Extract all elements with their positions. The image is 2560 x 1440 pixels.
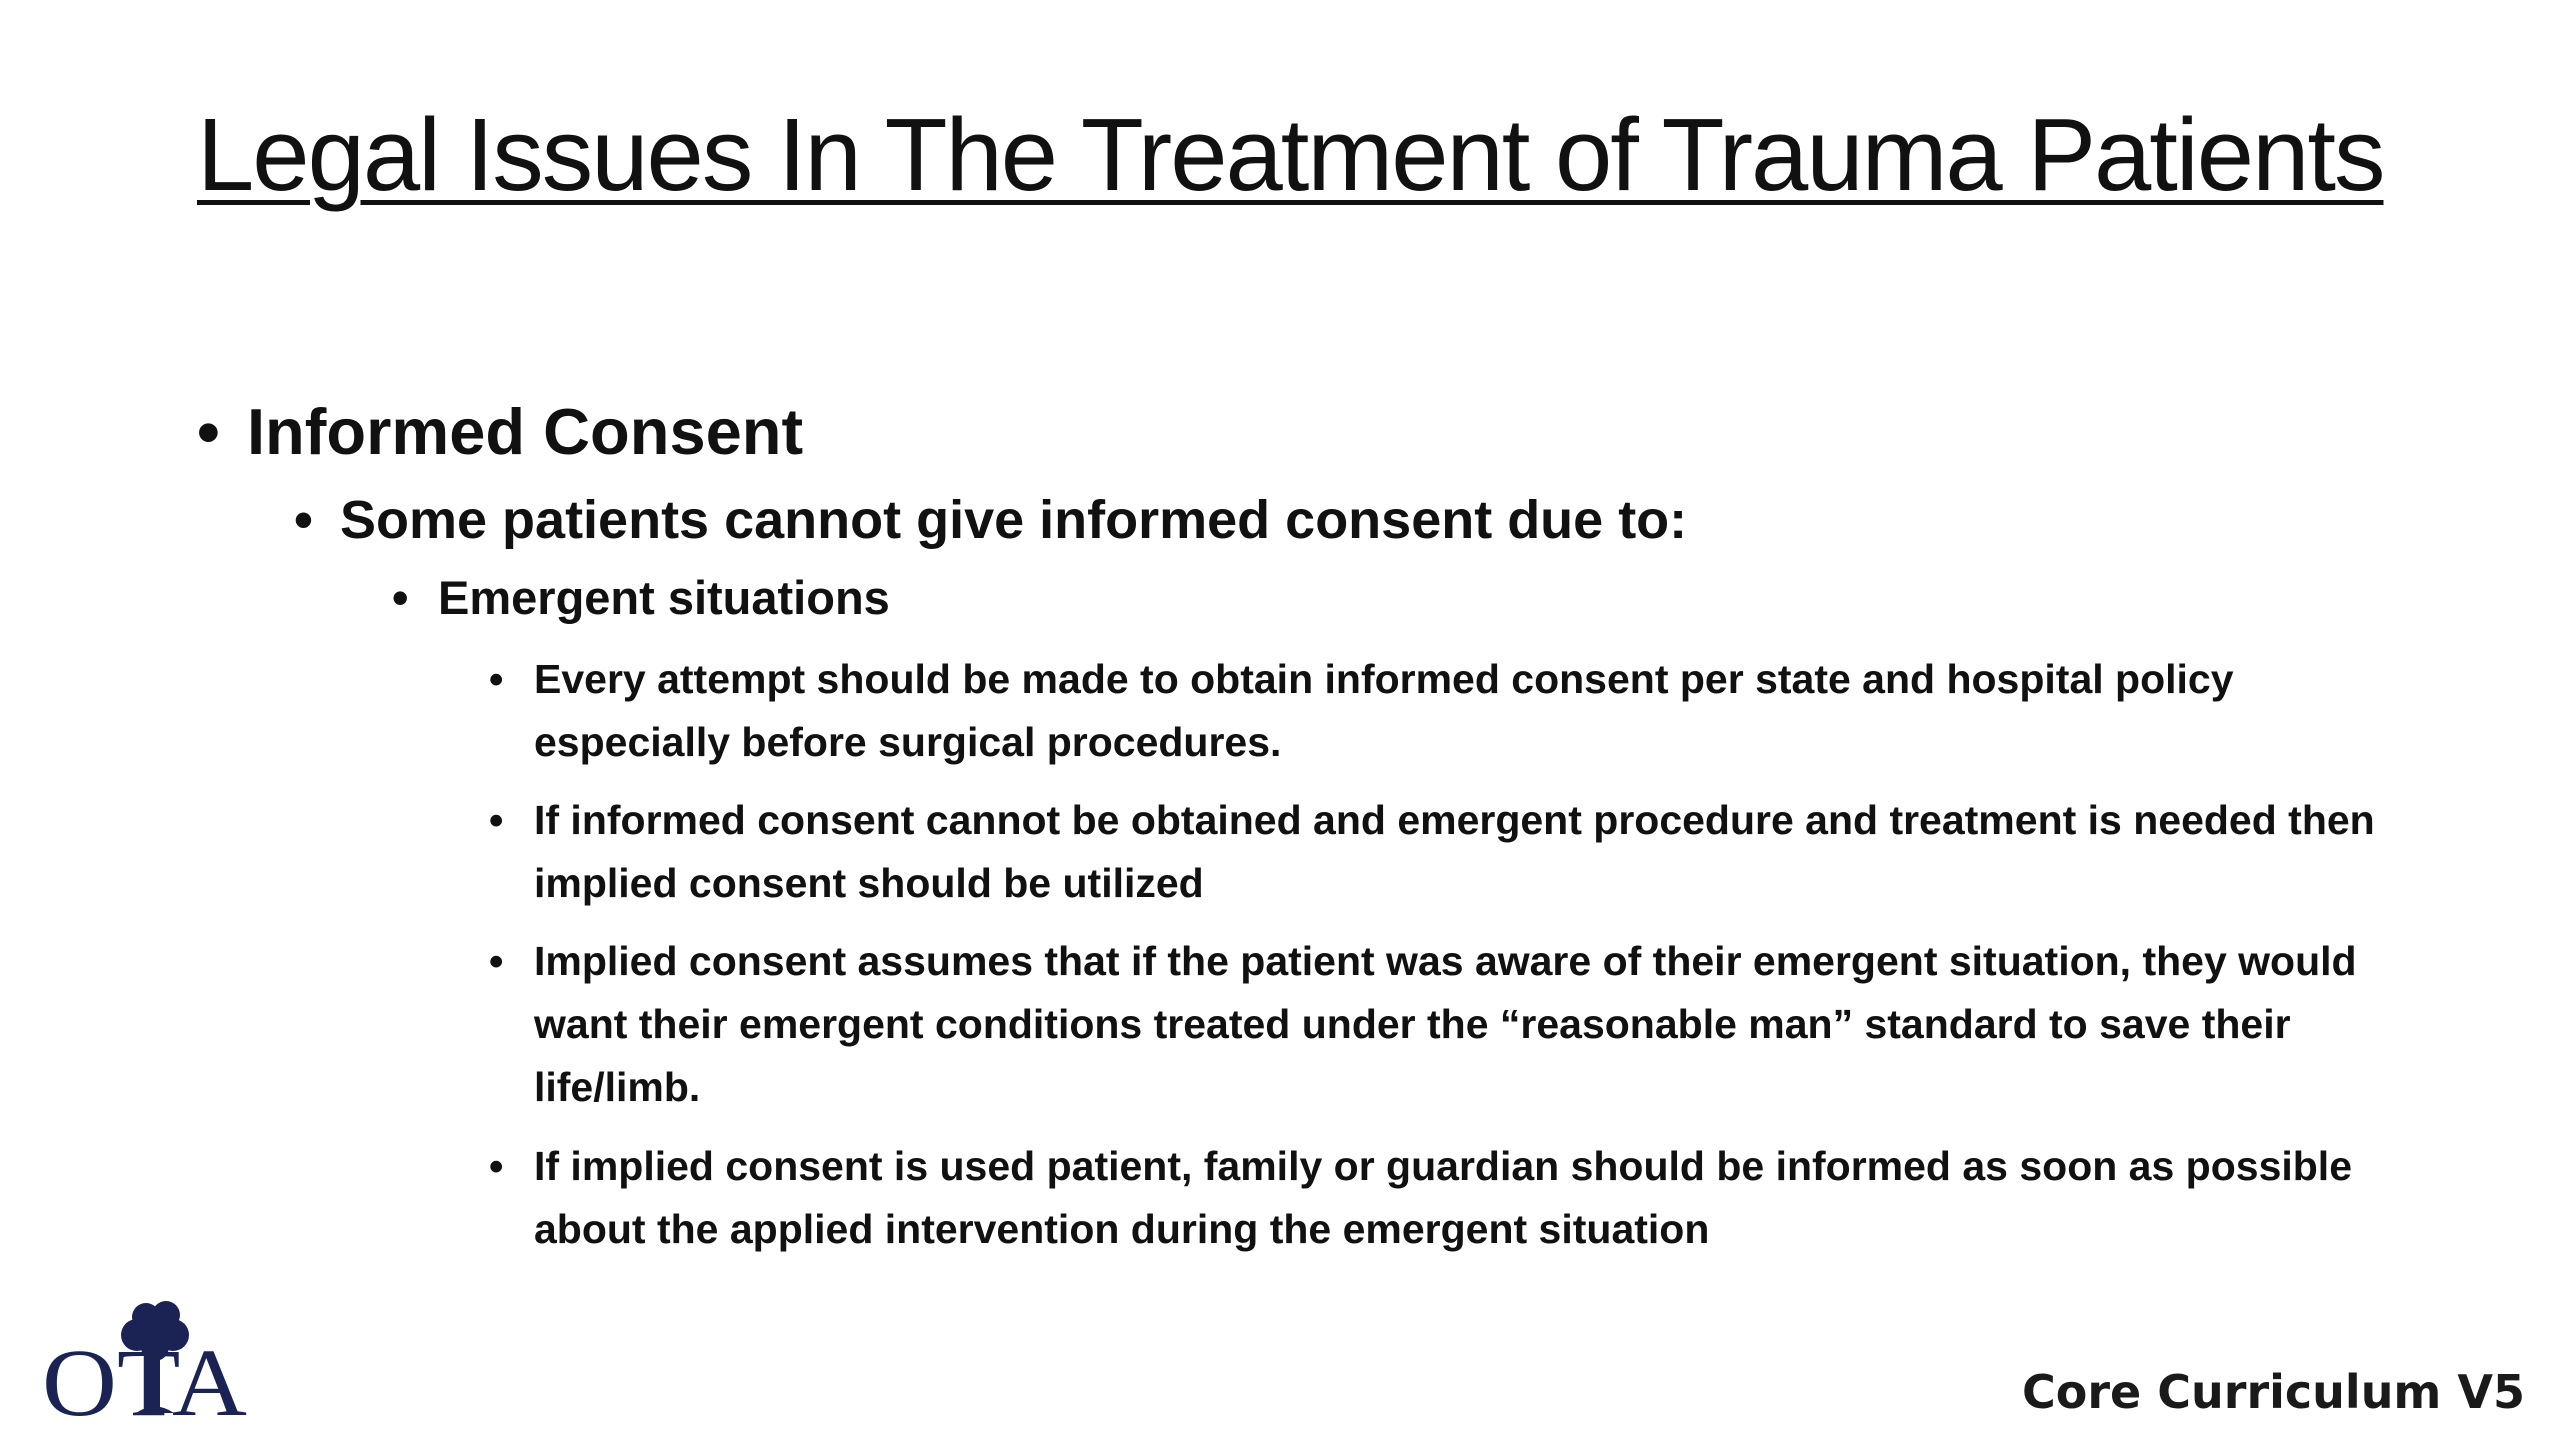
bullet-text: Informed Consent [247,395,804,468]
bullet-dot: • [489,938,504,984]
logo-text: OTA [42,1329,247,1430]
slide-title: Legal Issues In The Treatment of Trauma Patients [197,97,2384,212]
bullet-text: Some patients cannot give informed consent due to: [340,490,1688,550]
bullet-cannot-consent [294,486,1687,554]
bullet-dot: • [489,797,504,843]
bullet-every-attempt [489,648,2419,774]
bullet-text: If informed consent cannot be obtained and emergent procedure and treatment is needed then implied consent should be utilized [534,797,2375,906]
bullet-text: Emergent situations [438,571,890,624]
bullet-dot: • [197,395,220,468]
bullet-informed-consent [197,392,803,472]
footer-core-curriculum: Core Curriculum V5 [2022,1365,2525,1419]
bullet-text: Every attempt should be made to obtain informed consent per state and hospital policy especially before surgical procedures. [534,656,2234,765]
ota-logo [40,1295,255,1430]
bullet-implied-consent-assumes [489,930,2419,1119]
bullet-emergent-situations [392,568,890,628]
bullet-dot: • [489,1143,504,1189]
bullet-inform-family [489,1135,2419,1261]
bullet-dot: • [294,490,313,550]
bullet-text: Implied consent assumes that if the patient was aware of their emergent situation, they would want their emergent conditions treated under the “reasonable man” standard to save their life/limb. [534,938,2357,1110]
bullet-dot: • [489,656,504,702]
bullet-dot: • [392,571,409,624]
bullet-text: If implied consent is used patient, family or guardian should be informed as soon as possible about the applied intervention during the emergent situation [534,1143,2352,1252]
ota-wordmark [40,1295,255,1430]
bullet-implied-consent-utilized [489,789,2419,915]
